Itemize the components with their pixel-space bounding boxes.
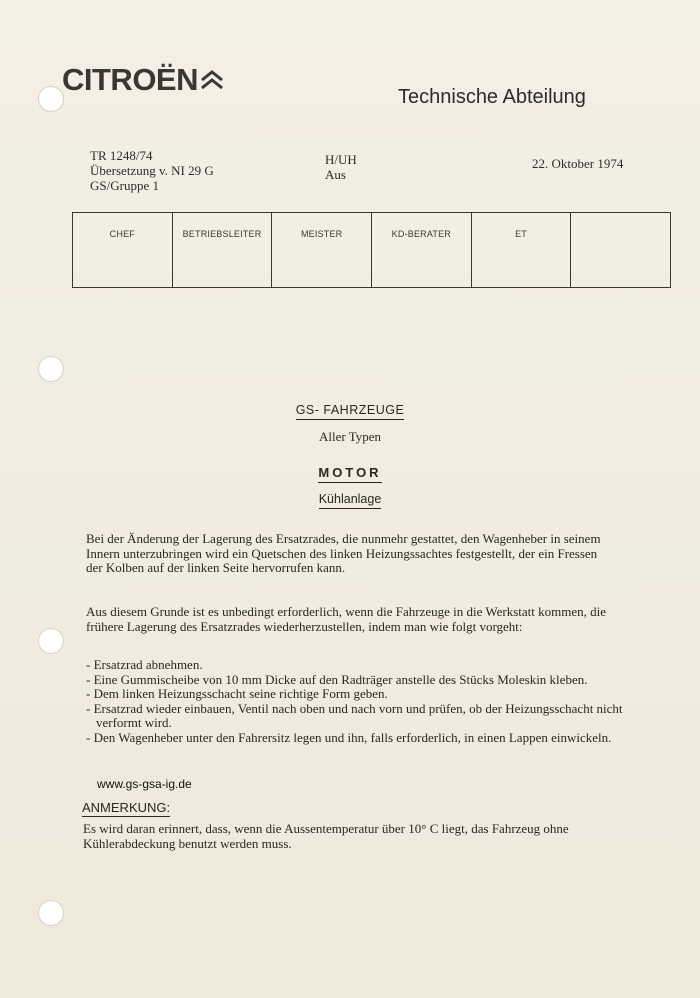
note-text: Es wird daran erinnert, dass, wenn die Aussentemperatur über 10° C liegt, das Fahrzeug ohne Kühlerabdeckung benutzt werden muss. (83, 821, 569, 851)
list-item: - Eine Gummischeibe von 10 mm Dicke auf den Radträger anstelle des Stücks Moleskin kleben. (86, 671, 588, 687)
reference-block (90, 148, 214, 193)
routing-table (72, 212, 671, 288)
brand-name: CITROËN (62, 62, 198, 97)
list-item: - Ersatzrad wieder einbauen, Ventil nach oben und nach vorn und prüfen, ob der Heizungsschacht nicht verformt wird. (86, 700, 623, 730)
list-item: - Ersatzrad abnehmen. (86, 657, 203, 672)
double-chevron-icon (200, 69, 224, 91)
code-block (325, 152, 357, 182)
author-code: H/UH (325, 152, 357, 167)
routing-cell-et: ET (472, 213, 572, 287)
body-paragraph-2: Aus diesem Grunde ist es unbedingt erforderlich, wenn die Fahrzeuge in die Werkstatt kommen, die frühere Lagerung des Ersatzrades wiederherzustellen, indem man wie folgt vorgeht: (86, 604, 607, 634)
punch-hole (38, 86, 64, 112)
routing-cell-chef: CHEF (73, 213, 173, 287)
procedure-steps (86, 658, 646, 745)
note-title: ANMERKUNG: (82, 800, 171, 815)
routing-cell-empty (571, 213, 671, 287)
issue-code: Aus (325, 167, 346, 182)
group-ref: GS/Gruppe 1 (90, 178, 159, 193)
department-title: Technische Abteilung (398, 86, 586, 108)
section-heading: MOTOR (0, 465, 700, 480)
routing-cell-meister: MEISTER (272, 213, 372, 287)
punch-hole (38, 900, 64, 926)
website-link[interactable]: www.gs-gsa-ig.de (97, 777, 192, 791)
document-date: 22. Oktober 1974 (532, 156, 624, 171)
reference-number: TR 1248/74 (90, 148, 153, 163)
list-item: - Dem linken Heizungsschacht seine richtige Form geben. (86, 686, 388, 701)
punch-hole (38, 628, 64, 654)
punch-hole (38, 356, 64, 382)
list-item: - Den Wagenheber unter den Fahrersitz legen und ihn, falls erforderlich, in einen Lappen einwickeln. (86, 729, 612, 745)
routing-cell-kd-berater: KD-BERATER (372, 213, 472, 287)
body-paragraph-1: Bei der Änderung der Lagerung des Ersatzrades, die nunmehr gestattet, den Wagenheber in seinem Innern unterzubringen wird ein Quetschen des linken Heizungssachtes festgestellt, der ein Fressen der Kolben auf der linken Seite hervorrufen kann. (86, 531, 601, 575)
vehicle-heading: GS- FAHRZEUGE (0, 403, 700, 417)
translation-ref: Übersetzung v. NI 29 G (90, 163, 214, 178)
subsection-heading: Kühlanlage (0, 492, 700, 506)
citroen-logo (62, 62, 224, 98)
routing-cell-betriebsleiter: BETRIEBSLEITER (173, 213, 273, 287)
types-heading: Aller Typen (318, 429, 382, 444)
